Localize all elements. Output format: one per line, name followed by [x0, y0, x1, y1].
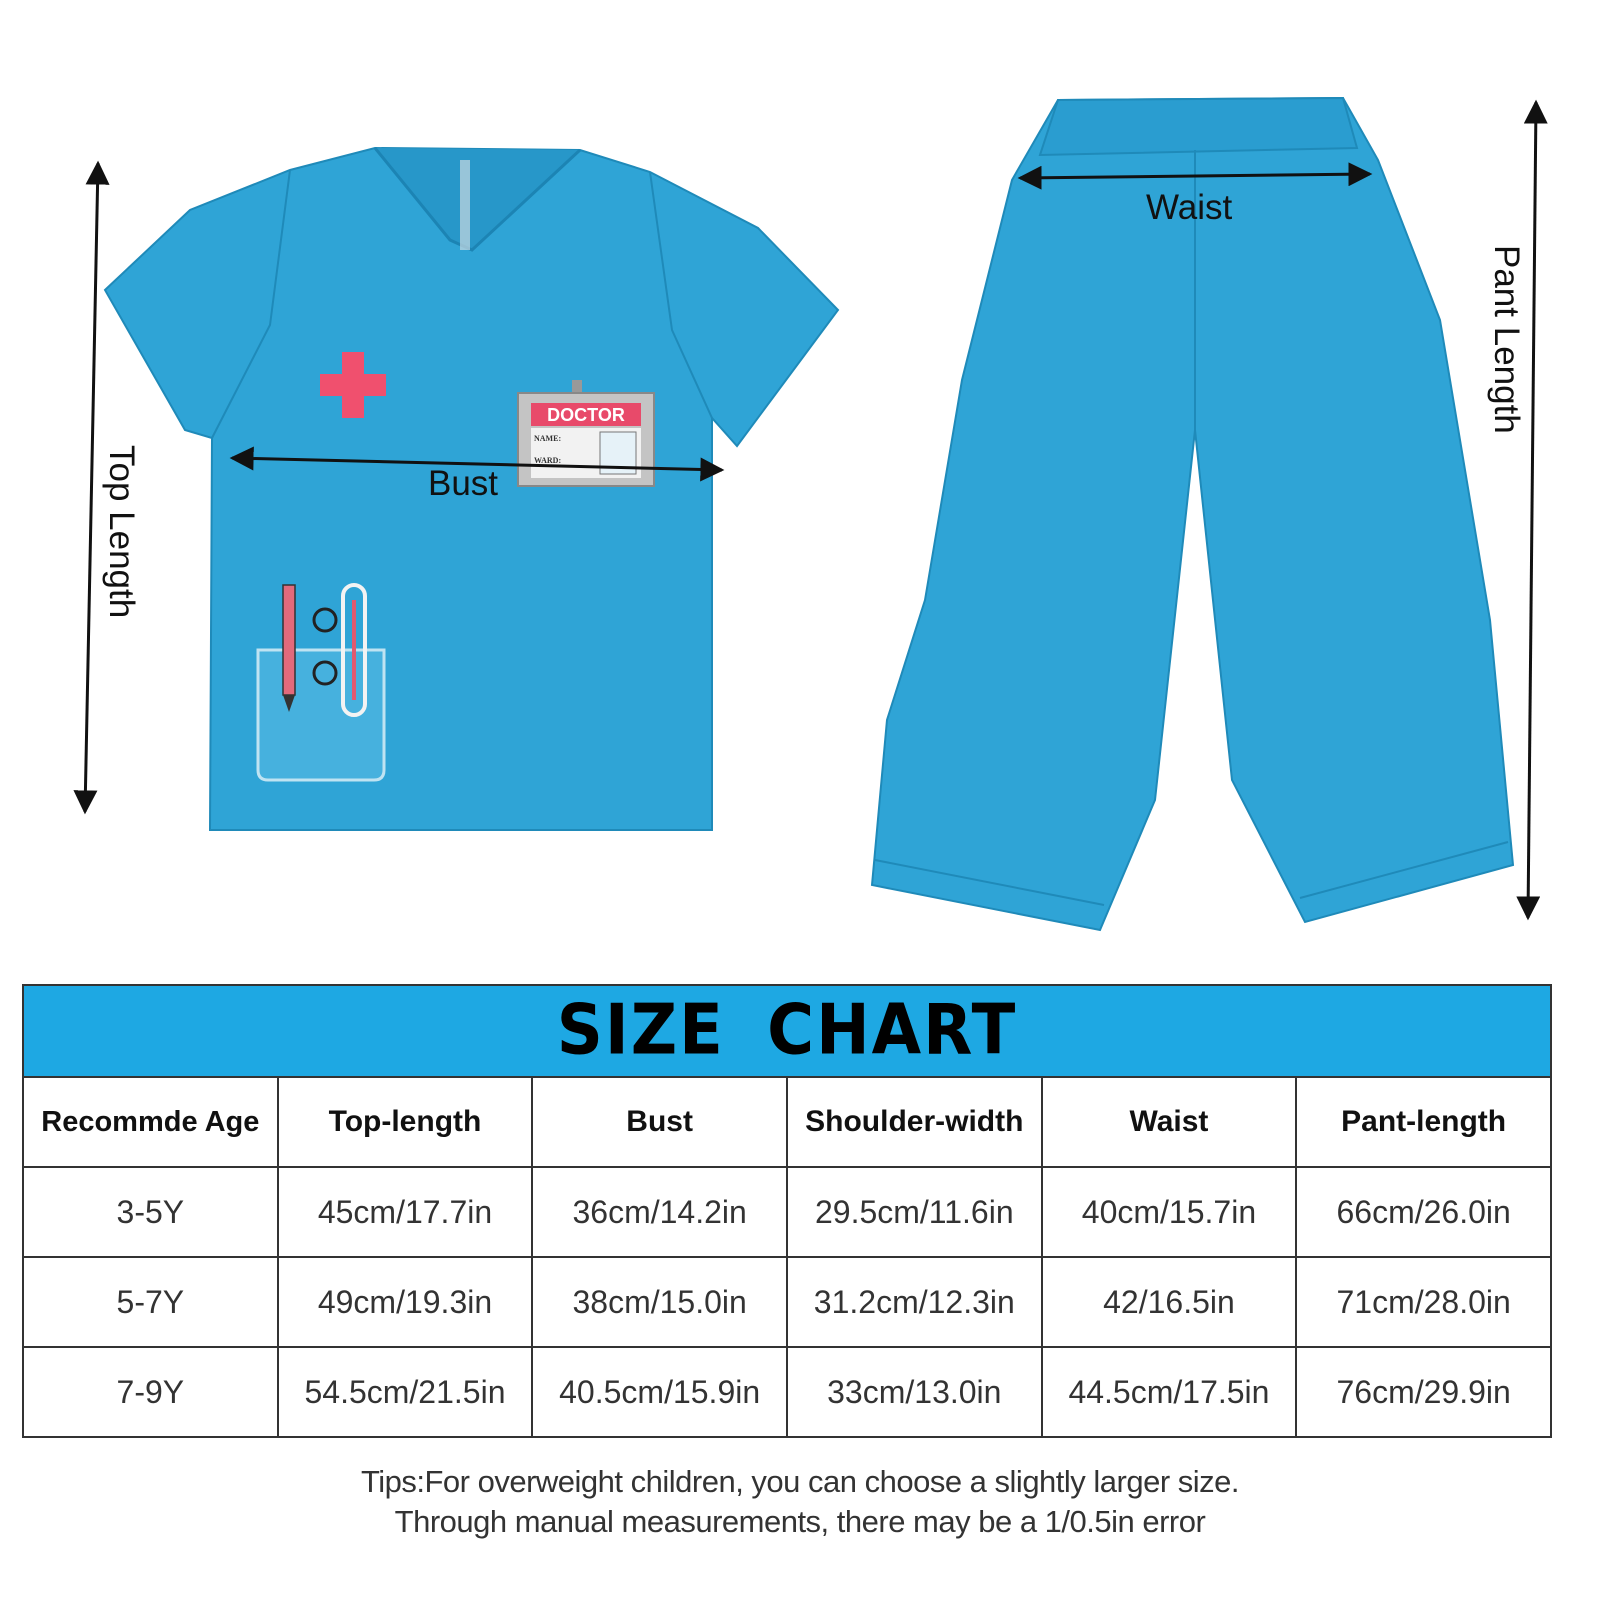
cell-bust: 36cm/14.2in	[532, 1167, 787, 1257]
size-chart	[22, 984, 1552, 1438]
cell-pant-length: 76cm/29.9in	[1296, 1347, 1551, 1437]
cell-waist: 42/16.5in	[1042, 1257, 1297, 1347]
table-row	[23, 1167, 1551, 1257]
bust-label: Bust	[428, 464, 499, 503]
cell-waist: 44.5cm/17.5in	[1042, 1347, 1297, 1437]
pant-length-arrow	[1528, 102, 1536, 918]
top-length-label: Top Length	[102, 445, 141, 619]
cell-age: 3-5Y	[23, 1167, 278, 1257]
tip-line-1: Tips:For overweight children, you can choose a slightly larger size.	[360, 1464, 1240, 1499]
header-pant-length: Pant-length	[1296, 1077, 1551, 1167]
header-top-length: Top-length	[278, 1077, 533, 1167]
cell-shoulder-width: 33cm/13.0in	[787, 1347, 1042, 1437]
table-row	[23, 1347, 1551, 1437]
cell-top-length: 45cm/17.7in	[278, 1167, 533, 1257]
table-row	[23, 1257, 1551, 1347]
doctor-badge	[518, 380, 654, 486]
header-age: Recommde Age	[23, 1077, 278, 1167]
cell-top-length: 54.5cm/21.5in	[278, 1347, 533, 1437]
badge-name-label: NAME:	[534, 434, 562, 443]
waist-label: Waist	[1146, 188, 1233, 227]
cell-bust: 38cm/15.0in	[532, 1257, 787, 1347]
cell-pant-length: 66cm/26.0in	[1296, 1167, 1551, 1257]
pencil-icon	[283, 585, 295, 695]
size-chart-header	[22, 984, 1552, 1076]
waistband	[1040, 98, 1357, 155]
header-bust: Bust	[532, 1077, 787, 1167]
pant-length-label: Pant Length	[1487, 245, 1526, 434]
cell-age: 7-9Y	[23, 1347, 278, 1437]
back-seam	[460, 160, 470, 250]
cell-pant-length: 71cm/28.0in	[1296, 1257, 1551, 1347]
cell-age: 5-7Y	[23, 1257, 278, 1347]
cell-shoulder-width: 31.2cm/12.3in	[787, 1257, 1042, 1347]
badge-title: DOCTOR	[547, 405, 625, 425]
size-table	[22, 1076, 1552, 1438]
top-length-arrow	[85, 163, 98, 812]
cell-top-length: 49cm/19.3in	[278, 1257, 533, 1347]
tip-line-2: Through manual measurements, there may be a 1/0.5in error	[394, 1504, 1206, 1539]
header-waist: Waist	[1042, 1077, 1297, 1167]
cell-shoulder-width: 29.5cm/11.6in	[787, 1167, 1042, 1257]
badge-ward-label: WARD:	[534, 456, 562, 465]
cell-bust: 40.5cm/15.9in	[532, 1347, 787, 1437]
tips	[0, 1462, 1600, 1542]
header-shoulder-width: Shoulder-width	[787, 1077, 1042, 1167]
size-table-header-row	[23, 1077, 1551, 1167]
cell-waist: 40cm/15.7in	[1042, 1167, 1297, 1257]
size-chart-title: SIZE CHART	[556, 991, 1018, 1071]
